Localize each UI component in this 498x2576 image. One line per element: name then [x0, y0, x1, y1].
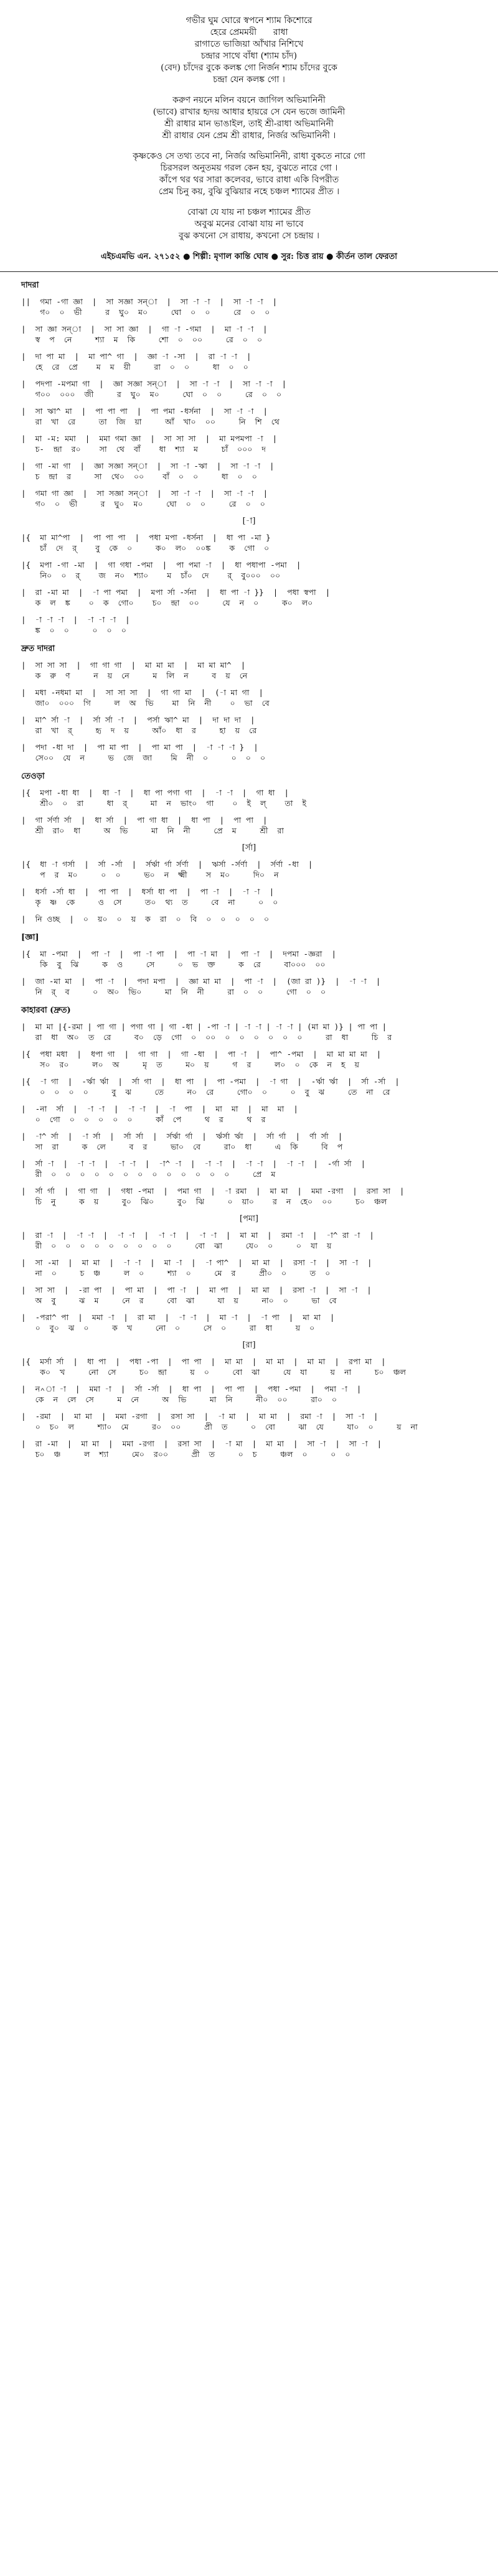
swara-row: | ন^া -া | মমা -া | র্সা -র্সা | ধা পা | পা পা | পধা -পমা | পমা -া | — [21, 1384, 362, 1393]
swara-row: | -রমা | মা মা | মমা -রগা | রসা সা | -া মা | মা মা | রমা -া | সা -া | — [21, 1412, 378, 1421]
syllable-row: স্ব প নে শ্যা ম কি শো ০ ০০ রে ০ ০ — [21, 335, 263, 344]
lyrics-line: কাঁপে থর থর সারা কলেবর, ভাবে রাধা একি বিপরীত — [159, 175, 339, 185]
lyrics-line: শ্রী রাধার যেন প্রেম শ্রী রাধার, নির্জর অভিমানিনী । — [162, 131, 336, 141]
swara-row: | র্সা -া | -া -া | -া -া | -া^ -া | -া -া | -া -া | -া -া | -র্গা র্সা | — [21, 1159, 366, 1168]
swara-row: | রা -া | -া -া | -া -া | -া -া | -া -া | মা মা | রমা -া | -া^ রা -া | — [21, 1230, 374, 1240]
lyrics-stanza — [21, 15, 477, 86]
notation-line — [21, 1021, 477, 1042]
notation-line — [21, 660, 477, 681]
section-subtitle: [-া] — [242, 517, 256, 526]
swara-row: |{ মা -পমা | পা -া | পা -া পা | পা -া মা | পা -া | দপমা -জ্ঞরা | — [21, 949, 337, 958]
notation-line — [21, 886, 477, 907]
section-title: কাহারবা (দ্রুত) — [21, 1006, 71, 1015]
notation-line — [21, 614, 477, 635]
swara-row: | গমা গা জ্ঞা | সা সজ্ঞা সন্‌া | সা -া -া | সা -া -া | — [21, 489, 268, 498]
syllable-row: চাঁ দে র্ বু কে ০ ক০ ল০ ০০ঙ্ক ক গো ০ — [21, 543, 270, 553]
swara-row: | -া^ র্সা | -া র্সা | র্সা র্সা | র্সর্ঋা র্গা | র্ঋর্সা র্ঋা | র্সা র্গা | র্ণা র্সা | — [21, 1131, 343, 1141]
swara-row: | গা -মা গা | জ্ঞা সজ্ঞা সন্‌া | সা -া -ঋা | সা -া -া | — [21, 461, 275, 471]
syllable-row: জা০ ০০০ গি ল অ ভি মা নি নী ০ ভা বে — [21, 698, 270, 708]
syllable-row: ক০ খ নো সে চ০ ন্দ্রা য় ০ বো ঝা যে যা য় না চ০ ঞ্চল — [21, 1367, 406, 1377]
swara-row: |{ ধা -া গর্সা | র্সা -র্সা | র্সর্ঋা র্গা র্সর্ণা | ঋর্সা -র্সর্ণা | র্সর্ণা -ধা | — [21, 859, 313, 869]
syllable-row: সে০০ যে ন ভ জে জা মি নী ০ ০ ০ ০ — [21, 753, 266, 762]
section-subtitle: [রা] — [242, 1341, 256, 1350]
notation-line — [21, 1384, 477, 1405]
swara-row: | র্সা র্গা | গা গা | গধা -পমা | পমা গা | -া রমা | মা মা | মমা -রগা | রসা সা | — [21, 1186, 405, 1196]
swara-row: | ধর্সা -র্সা ধা | পা পা | ধর্সা ধা পা | পা -া | -া -া | — [21, 887, 275, 896]
syllable-row: শ্রী০ ০ রা ধা র্ মা ন ভাং০ গা ০ ই ল্ তা ই — [21, 799, 307, 808]
syllable-row: কি বু ঝি ক ও সে ০ ভ ক্ত ক রে বা০০০ ০০ — [21, 960, 326, 969]
lyrics-line: চন্দ্রার সাথে বাঁধা (শ্যাম চাঁদ) — [200, 51, 298, 61]
section-title: দাদরা — [21, 281, 39, 290]
swara-row: | মা -ম: মমা | মমা গমা জ্ঞা | সা সা সা | মা মপমপা -া | — [21, 434, 278, 443]
syllable-row: নি০ ০ র্ জ ন০ শ্যা০ ম চাঁ০ দে র্ বু০০০ ০০ — [21, 571, 281, 580]
swara-row: | রা -মা | মা মা | মমা -রগা | রসা সা | -া মা | মা মা | সা -া | সা -া | — [21, 1439, 382, 1448]
syllable-row: শ্রী রা০ ধা অ ভি মা নি নী প্রে ম শ্রী রা — [21, 826, 284, 835]
syllable-row: ০ গো ০ ০ ০ ০ ০ কাঁ পে থ র থ র — [21, 1115, 266, 1124]
swara-row: | রা -মা মা | -া পা পমা | মপা র্সা -র্সনা | ধা পা -া }} | পধা স্বপা | — [21, 588, 331, 597]
divider — [0, 271, 498, 272]
swara-row: | জা -মা মা | পা -া | পদা মপা | জ্ঞা মা মা | পা -া | (জা রা )} | -া -া | — [21, 977, 381, 986]
notation-line — [21, 815, 477, 836]
swara-row: | দা পা মা | মা পা^ গা | জ্ঞা -া -সা | রা -া -া | — [21, 352, 251, 361]
section-subtitle: [পমা] — [240, 1214, 258, 1224]
swara-row: | সা সা সা | গা গা গা | মা মা মা | মা মা মা^ | — [21, 660, 246, 670]
lyrics-block — [21, 15, 477, 242]
syllable-row: প র ম০ ০ ০ ভ০ ন ক্ষ্মী স ম০ দি০ ন — [21, 870, 279, 879]
notation-line — [21, 914, 477, 924]
notation-line — [21, 1438, 477, 1459]
notation-line — [21, 1285, 477, 1306]
lyrics-line: করুণ নয়নে মলিন বয়নে জাগিল অভিমানিনী — [172, 95, 326, 105]
syllable-row: চ- ন্দ্রা র০ সা থে বাঁ ধা শ্যা ম চাঁ ০০০ দ — [21, 444, 266, 454]
lyrics-stanza — [21, 95, 477, 142]
swara-row: |{ মা মা^পা | পা পা পা | পধা মপা -ধর্সনা | ধা পা -মা } — [21, 533, 271, 542]
swara-row: | -পরা^ পা | মমা -া | রা মা | -া -া | মা -া | -া পা | মা মা | — [21, 1313, 335, 1322]
syllable-row: অ বু ঝ ম নে র বো ঝা যা য় না০ ০ ভা বে — [21, 1296, 337, 1305]
section-title: দ্রুত দাদরা — [21, 644, 55, 653]
lyrics-line: শ্রী রাধার মান ভাঙাইল, তাই শ্রী-রাধা অভিমানিনী — [164, 119, 334, 129]
swara-row: | পদপা -মপমা গা | জ্ঞা সজ্ঞা সন্‌া | সা -া -া | সা -া -া | — [21, 379, 287, 388]
section-subtitle: [র্সা] — [242, 843, 256, 853]
syllable-row: ০ চ০ ল শ্যা০ মে র০ ০০ প্রী ত ০ বো ঝা যে যা০ ০ য় না — [21, 1422, 418, 1431]
lyrics-line: রাগাতে ভাজিয়া আঁখার নিশিখে — [194, 39, 304, 49]
notation-line — [21, 1186, 477, 1207]
syllable-row: না ০ চ ঞ্চ ল ০ শ্যা ০ মে র প্রী০ ০ ত ০ — [21, 1268, 331, 1278]
syllable-row: চি নু ক য় বু০ ঝি০ বু০ ঝি ০ য়া০ র ন হে০ ০০ চ০ ঞ্চল — [21, 1197, 387, 1206]
swara-row: | সা -মা | মা মা | -া -া | মা -া | -া পা^ | মা মা | রসা -া | সা -া | — [21, 1258, 372, 1267]
swara-row: | -না র্সা | -া -া | -া -া | -া পা | মা মা | মা মা | — [21, 1104, 298, 1113]
lyrics-line: কৃষ্ণকেও সে তথ্য তবে না, নির্জর অভিমানিনী, রাধা বুকতে নারে গো — [133, 151, 365, 161]
swara-row: | মা^ র্সা -া | র্সা র্সা -া | পর্সা ঋা^ মা | দা দা দা | — [21, 715, 255, 724]
notation-line — [21, 787, 477, 808]
swara-row: |{ মর্সা র্সা | ধা পা | পধা -পা | পা পা | মা মা | মা মা | মা মা | রপা মা | — [21, 1357, 386, 1366]
syllable-row: রা খা র্ হৃ দ য় আঁ০ ধা র হা য় রে — [21, 726, 257, 735]
section-title: তেওড়া — [21, 772, 45, 781]
lyrics-line: (বেদ) চাঁদের বুকে কলঙ্ক গো নির্জন শ্যাম চাঁদের বুকে — [161, 63, 337, 73]
syllable-row: রা খা রে তা জি য়া আঁ খা০ ০০ নি শি থে — [21, 417, 280, 426]
notation-line — [21, 687, 477, 708]
section-title: [জ্ঞা] — [21, 933, 39, 942]
syllable-row: রা ধা অ০ ত রে ব০ ড়ে গো ০ ০০ ০ ০ ০ ০ ০ ০ রা ধা চি র — [21, 1033, 392, 1042]
syllable-row: চ ন্দ্রা র সা থে০ ০০ বাঁ ০ ০ ধা ০ ০ — [21, 472, 257, 481]
syllable-row: হে রে প্রে ম ম য়ী রা ০ ০ ধা ০ ০ — [21, 362, 248, 372]
notation-line — [21, 714, 477, 736]
swara-row: |{ মপা -ধা ধা | ধা -া | ধা পা পগা গা | -া -া | গা ধা | — [21, 788, 289, 797]
lyrics-line: হেরে প্রেমময়ী রাধা — [210, 27, 288, 37]
notation-line — [21, 742, 477, 763]
swara-row: | নি ওচ্ছ | ০ য়০ ০ য় ক রা ০ বি ০ ০ ০ ০ ০ — [21, 914, 270, 924]
notation-line — [21, 406, 477, 427]
notation-line — [21, 1356, 477, 1377]
swara-row: | -া -া -া | -া -া -া | — [21, 615, 130, 624]
swara-row: |{ মপা -গা -মা | গা গধা -পমা | পা পমা -া | ধা পধাপা -পমা | — [21, 560, 301, 569]
swara-row: | সা সা | -রা পা | পা মা | পা -া | মা পা | মা মা | রসা -া | সা -া | — [21, 1285, 372, 1295]
lyrics-line: চন্দ্রা যেন কলঙ্ক গো । — [213, 75, 285, 85]
notation-block — [21, 279, 477, 1459]
swara-row: | সা ঋা^ মা | পা পা পা | পা পমা -ধর্সনা | সা -া -া | — [21, 406, 268, 416]
notation-line — [21, 488, 477, 509]
syllable-row: কৃ ষ্ণ কে ও সে ত০ থ্য ত বে না ০ ০ — [21, 897, 278, 907]
notation-line — [21, 324, 477, 345]
notation-line — [21, 948, 477, 970]
notation-line — [21, 1312, 477, 1333]
lyrics-line: চিরসরল অনুতময় গরল কেন হয়, বুঝতে নারে গো । — [160, 163, 338, 173]
notation-line — [21, 351, 477, 372]
syllable-row: ক রু ণ ন য় নে ম লি ন ব য় নে — [21, 671, 248, 680]
credit-line: এইচএমভি এন. ২৭১৫২ ● শিল্পী: মৃণাল কান্তি ঘোষ ● সুর: চিত্ত রায় ● কীর্তন তাল ফেরতা — [100, 252, 398, 261]
syllable-row: চ০ ঞ্চ ল শ্যা মে০ র০০ প্রী ত ০ চ ঞ্চল ০ ০ ০ — [21, 1450, 350, 1459]
syllable-row: গ০ ০ ভী র ঘু০ ম০ ঘো ০ ০ রে ০ ০ — [21, 307, 270, 317]
notation-line — [21, 296, 477, 317]
syllable-row: ০ ০ ০ ০ বু ঝ তে ন০ রে গো০ ০ ০ বু ঝ তে না রে — [21, 1087, 390, 1097]
notation-line — [21, 1049, 477, 1070]
notation-line — [21, 532, 477, 553]
swara-row: | পদা -ধা দা | পা মা পা | পা মা পা | -া -া -া } | — [21, 742, 258, 752]
lyrics-line: গভীর ঘুম ঘোরে স্বপনে শ্যাম কিশোরে — [186, 16, 312, 26]
syllable-row: গ০০ ০০০ জী র ঘু০ ম০ ঘো ০ ০ রে ০ ০ — [21, 390, 282, 399]
lyrics-line: অবুঝ মনের বোঝা যায় না ভাবে — [194, 219, 304, 229]
notation-line — [21, 859, 477, 880]
syllable-row: রী ০ ০ ০ ০ ০ ০ ০ ০ ০ বো ঝা যে০ ০ ০ যা য় — [21, 1241, 332, 1250]
syllable-row: ক ল ঙ্ক ০ ক গো০ চ০ ন্দ্রা ০০ যে ন ০ ক০ ল০ — [21, 598, 313, 607]
lyrics-stanza — [21, 207, 477, 242]
notation-line — [21, 1230, 477, 1251]
lyrics-line: প্রেম চিনু কয়, বুঝি বুঝিয়ার নহে চঞ্চল শ্যামের প্রীত । — [158, 187, 340, 197]
syllable-row: গ০ ০ ভী র ঘু০ ম০ ঘো ০ ০ রে ০ ০ — [21, 499, 265, 508]
syllable-row: নি র্ ব ০ অ০ ভি০ মা নি নী রা ০ ০ গো ০ ০ — [21, 987, 326, 996]
swara-row: | মা মা |{-রমা | পা গা | পগা গা | গা -ধা | -পা -া | -া -া | -া -া | (মা মা )} | পা পা | — [21, 1022, 387, 1031]
syllable-row: ঙ্ক ০ ০ ০ ০ ০ — [21, 625, 126, 635]
swara-row: | সা জ্ঞা সন্‌া | সা সা জ্ঞা | গা -া -গমা | মা -া -া | — [21, 324, 268, 334]
syllable-row: রী ০ ০ ০ ০ ০ ০ ০ ০ ০ ০ ০ ০ ০ প্রে ম — [21, 1169, 276, 1179]
lyrics-stanza — [21, 151, 477, 198]
swara-row: | গা র্সর্ণা র্সা | ধা র্সা | পা গা ধা | ধা পা | পা পা | — [21, 815, 268, 825]
lyrics-line: বোঝা যে যায় না চঞ্চল শ্যামের প্রীত — [187, 207, 311, 217]
notation-line — [21, 1257, 477, 1278]
swara-row: |{ পধা মধা | ধপা গা | গা গা | গা -ধা | পা -া | পা^ -পমা | মা মা মা মা | — [21, 1049, 382, 1059]
notation-line — [21, 976, 477, 997]
notation-line — [21, 1158, 477, 1179]
notation-line — [21, 1076, 477, 1097]
notation-line — [21, 433, 477, 454]
syllable-row: সা রা ক লে ব র ভা০ বে রা০ ধা এ কি বি প — [21, 1142, 343, 1151]
swara-row: || গমা -গা জ্ঞা | সা সজ্ঞা সন্‌া | সা -া -া | সা -া -া | — [21, 297, 278, 306]
notation-line — [21, 1103, 477, 1125]
swara-row: |{ -া গা | -র্ঋা র্ঋা | র্সা গা | ধা পা | পা -পমা | -া গা | -র্ঋা র্ঋা | র্সা -র্সা | — [21, 1077, 400, 1086]
notation-line — [21, 1131, 477, 1152]
notation-line — [21, 587, 477, 608]
syllable-row: স০ র০ ল০ অ মৃ ত ম০ য় গ র ল০ ০ কে ন হ য় — [21, 1060, 360, 1069]
syllable-row: কে ন লে সে ম নে অ ভি মা নি নী০ ০০ রা০ ০ — [21, 1395, 337, 1404]
swara-row: | মধা -নধমা মা | সা সা সা | গা গা মা | (-া মা গা | — [21, 688, 263, 697]
lyrics-line: (ভাবে) রাখার হৃদয় আধার হায়রে সে যেন ভজে জামিনী — [153, 107, 345, 117]
syllable-row: ০ বু০ ঝ ০ ক খ নো ০ সে ০ রা ধা য় ০ — [21, 1323, 315, 1332]
notation-line — [21, 1411, 477, 1432]
notation-line — [21, 461, 477, 482]
notation-line — [21, 378, 477, 400]
notation-line — [21, 560, 477, 581]
lyrics-line: বুঝ কখনো সে রাধায়, কখনো সে চন্দ্রায় । — [178, 231, 319, 241]
